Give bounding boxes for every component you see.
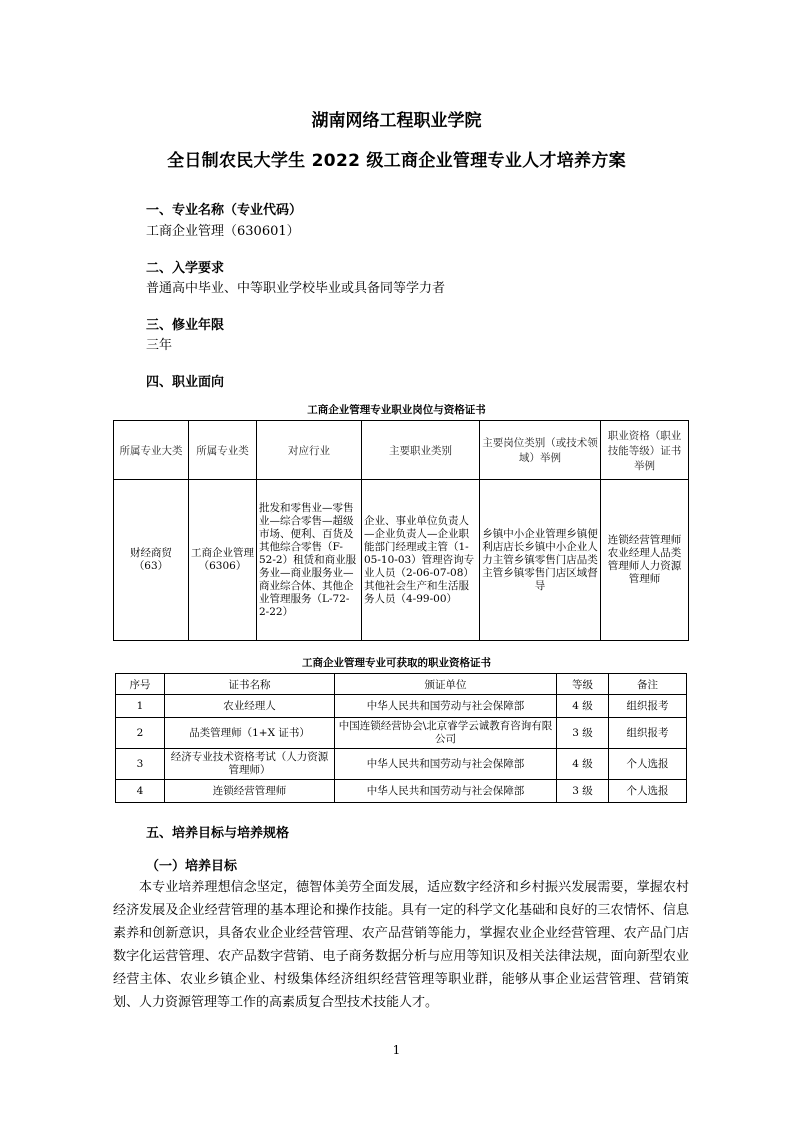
table2-caption: 工商企业管理专业可获取的职业资格证书 <box>302 657 491 669</box>
table1-caption: 工商企业管理专业职业岗位与资格证书 <box>307 404 486 416</box>
table-row <box>116 780 687 803</box>
certificates-cell: 连锁经营管理师农业经理人品类管理师人力资源管理师 <box>601 480 689 641</box>
cert-issuer: 中华人民共和国劳动与社会保障部 <box>335 695 557 718</box>
table-header-cell: 主要岗位类别（或技术领域）举例 <box>480 421 601 480</box>
section-heading-duration: 三、修业年限 <box>146 318 225 333</box>
table-header-cell: 所属专业大类 <box>114 421 189 480</box>
table-row <box>116 718 687 749</box>
section-heading-admission: 二、入学要求 <box>146 261 225 276</box>
table-header-row <box>114 421 689 480</box>
occupation-cell: 企业、事业单位负责人—企业负责人—企业职能部门经理或主管（1-05-10-03）管理咨询专业人员（2-06-07-08）其他社会生产和生活服务人员（4-99-00） <box>362 480 480 641</box>
document-title-school: 湖南网络工程职业学院 <box>311 111 482 131</box>
cert-level: 4 级 <box>557 749 609 780</box>
cert-no: 2 <box>116 718 165 749</box>
cert-no: 1 <box>116 695 165 718</box>
cert-note: 个人选报 <box>609 780 687 803</box>
cert-issuer: 中国连锁经营协会\北京睿学云诚教育咨询有限公司 <box>335 718 557 749</box>
cert-name: 连锁经营管理师 <box>165 780 335 803</box>
section-heading-goals: 五、培养目标与培养规格 <box>146 826 290 841</box>
page-number: 1 <box>392 1043 401 1057</box>
positions-cell: 乡镇中小企业管理乡镇便利店店长乡镇中小企业人力主管乡镇零售门店品类主管乡镇零售门店区域督导 <box>480 480 601 641</box>
cert-note: 组织报考 <box>609 718 687 749</box>
cert-name: 农业经理人 <box>165 695 335 718</box>
career-positions-table <box>113 420 689 641</box>
table-row <box>114 480 689 641</box>
subsection-heading-goal: （一）培养目标 <box>146 859 238 874</box>
table-header-cell: 备注 <box>609 674 687 695</box>
table-header-cell: 等级 <box>557 674 609 695</box>
cert-issuer: 中华人民共和国劳动与社会保障部 <box>335 780 557 803</box>
table-header-cell: 颁证单位 <box>335 674 557 695</box>
cert-name: 品类管理师（1+X 证书） <box>165 718 335 749</box>
table-row <box>116 749 687 780</box>
duration-text: 三年 <box>146 338 173 353</box>
cert-name: 经济专业技术资格考试（人力资源管理师） <box>165 749 335 780</box>
major-category-cell: 财经商贸（63） <box>114 480 189 641</box>
cert-note: 组织报考 <box>609 695 687 718</box>
cert-no: 3 <box>116 749 165 780</box>
certificates-table <box>115 673 687 803</box>
section-heading-career: 四、职业面向 <box>146 375 225 390</box>
cert-level: 4 级 <box>557 695 609 718</box>
document-title-program: 全日制农民大学生 2022 级工商企业管理专业人才培养方案 <box>167 151 626 171</box>
major-class-cell: 工商企业管理（6306） <box>189 480 257 641</box>
table-header-cell: 职业资格（职业技能等级）证书举例 <box>601 421 689 480</box>
table-header-cell: 所属专业类 <box>189 421 257 480</box>
cert-level: 3 级 <box>557 718 609 749</box>
cert-no: 4 <box>116 780 165 803</box>
table-header-cell: 主要职业类别 <box>362 421 480 480</box>
table-header-row <box>116 674 687 695</box>
cert-level: 3 级 <box>557 780 609 803</box>
section-heading-major-name: 一、专业名称（专业代码） <box>146 203 303 218</box>
industry-cell: 批发和零售业—零售业—综合零售—超级市场、便利、百货及其他综合零售（F-52-2）租赁和商业服务业—商业服务业—商业综合体、其他企业管理服务（L-72-2-22） <box>257 480 362 641</box>
admission-text: 普通高中毕业、中等职业学校毕业或具备同等学力者 <box>146 281 446 296</box>
table-header-cell: 证书名称 <box>165 674 335 695</box>
table-header-cell: 对应行业 <box>257 421 362 480</box>
table-header-cell: 序号 <box>116 674 165 695</box>
table-row <box>116 695 687 718</box>
cert-issuer: 中华人民共和国劳动与社会保障部 <box>335 749 557 780</box>
goal-paragraph: 本专业培养理想信念坚定，德智体美劳全面发展，适应数字经济和乡村振兴发展需要，掌握农村经济发展及企业经营管理的基本理论和操作技能。具有一定的科学文化基础和良好的三农情怀、信息素养和创新意识，具备农业企业经营管理、农产品营销等能力，掌握农业企业经营管理、农产品门店数字化运营管理、农产品数字营销、电子商务数据分析与应用等知识及相关法律法规，面向新型农业经营主体、农业乡镇企业、村级集体经济组织经营管理等职业群，能够从事企业运营管理、营销策划、人力资源管理等工作的高素质复合型技术技能人才。 <box>113 880 689 1010</box>
major-name-text: 工商企业管理（630601） <box>146 224 300 239</box>
cert-note: 个人选报 <box>609 749 687 780</box>
